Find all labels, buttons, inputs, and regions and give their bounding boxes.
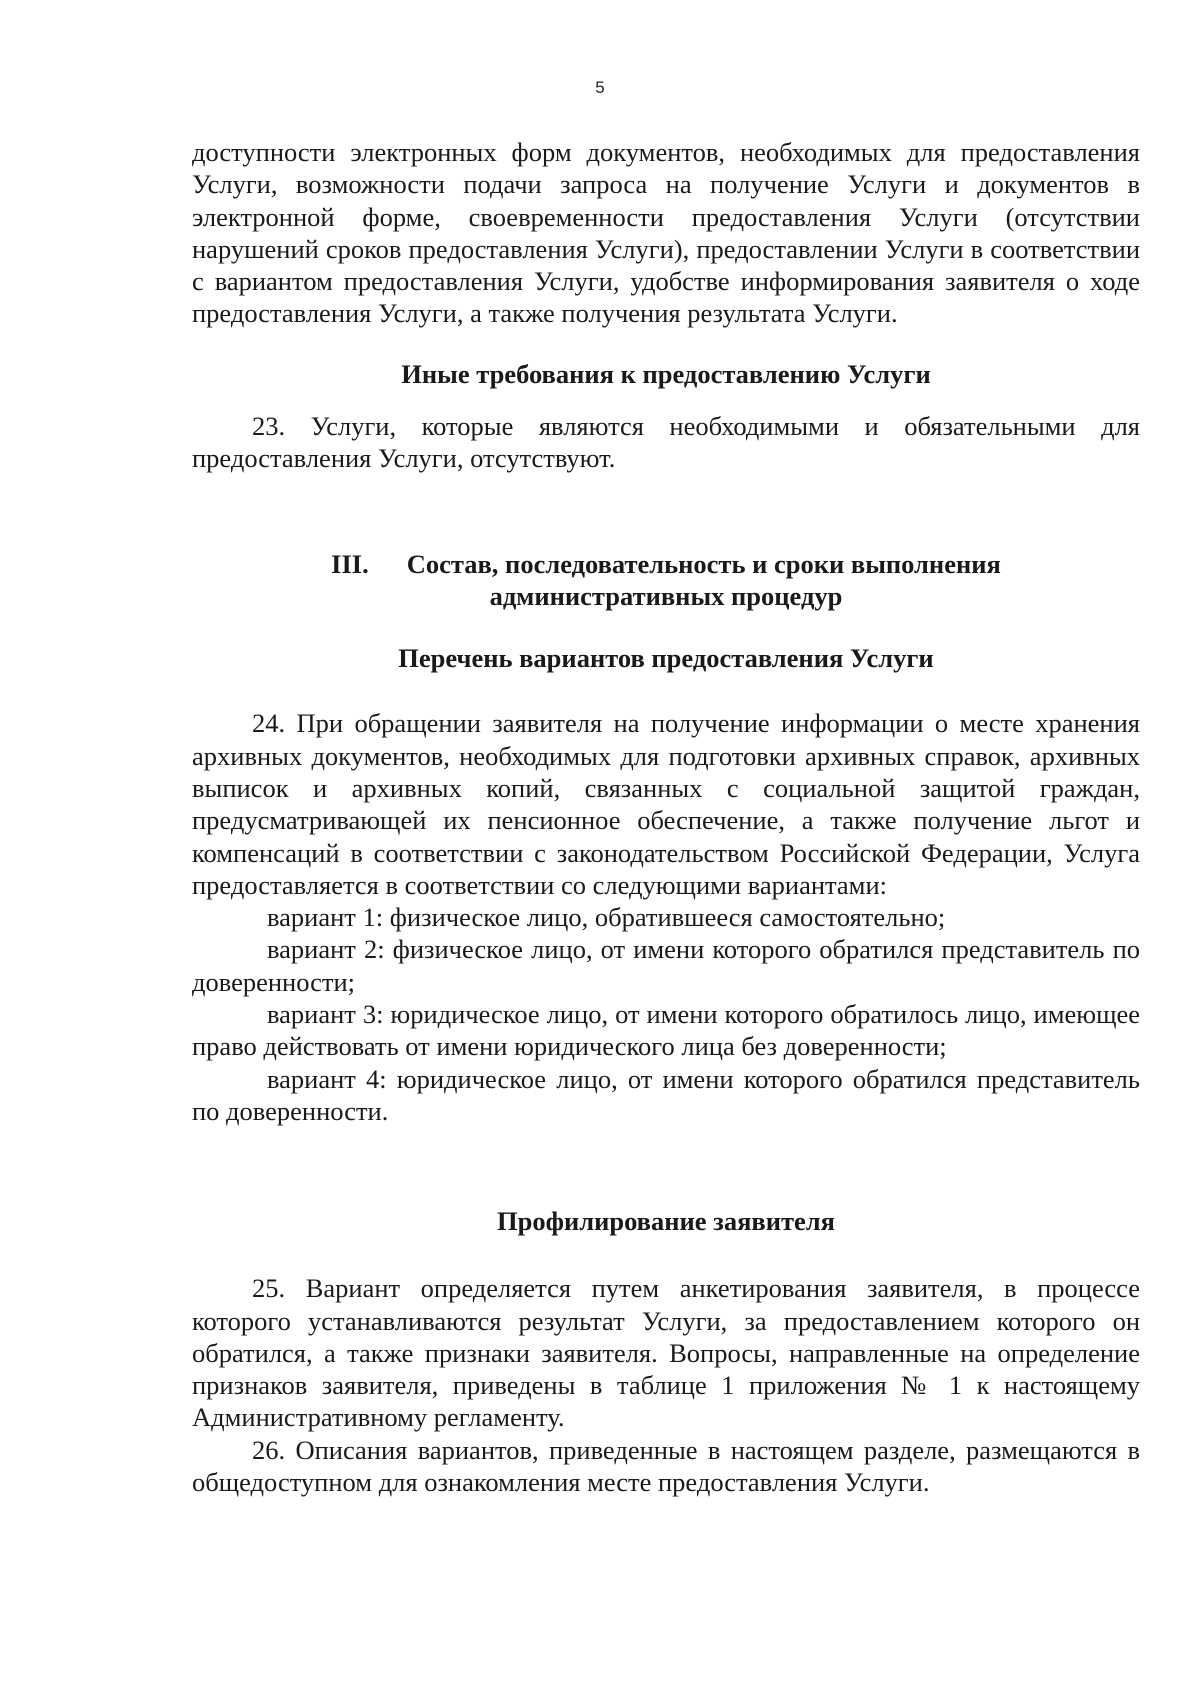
variant-2: вариант 2: физическое лицо, от имени которого обратился представитель по доверенности; [192,934,1140,997]
section-title [192,548,1140,612]
section-number: III. [331,549,369,580]
section-title-line2: административных процедур [489,581,843,612]
paragraph-24: 24. При обращении заявителя на получение информации о месте хранения архивных документов, необходимых для подготовки архивных справок, архивных выписок и архивных копий, связанных с социальной защитой граждан, предусматривающей их пенсионное обеспечение, а также получение льгот и компенсаций в соответствии с законодательством Российской Федерации, Услуга предоставляется в соответствии со следующими вариантами: [192,708,1140,900]
heading-variants-list: Перечень вариантов предоставления Услуги [398,643,934,674]
section-title-line1: Состав, последовательность и сроки выполнения [406,549,1001,580]
paragraph-25: 25. Вариант определяется путем анкетирования заявителя, в процессе которого устанавливаются результат Услуги, за предоставлением которого он обратился, а также признаки заявителя. Вопросы, направленные на определение признаков заявителя, приведены в таблице 1 приложения № 1 к настоящему Административному регламенту. [192,1273,1140,1433]
heading-other-requirements: Иные требования к предоставлению Услуги [401,358,931,389]
paragraph-23: 23. Услуги, которые являются необходимыми и обязательными для предоставления Услуги, отсутствуют. [192,410,1140,474]
continuation-paragraph: доступности электронных форм документов, необходимых для предоставления Услуги, возможности подачи запроса на получение Услуги и документов в электронной форме, своевременности предоставления Услуги (отсутствии нарушений сроков предоставления Услуги), предоставлении Услуги в соответствии с вариантом предоставления Услуги, удобстве информирования заявителя о ходе предоставления Услуги, а также получения результата Услуги. [192,137,1140,329]
variant-3: вариант 3: юридическое лицо, от имени которого обратилось лицо, имеющее право действовать от имени юридического лица без доверенности; [192,999,1140,1062]
page-number: 5 [595,78,605,97]
paragraph-26: 26. Описания вариантов, приведенные в настоящем разделе, размещаются в общедоступном для ознакомления месте предоставления Услуги. [192,1434,1140,1498]
heading-profiling: Профилирование заявителя [497,1206,835,1237]
document-body [192,136,1140,1498]
variant-4: вариант 4: юридическое лицо, от имени которого обратился представитель по доверенности. [192,1063,1140,1126]
variant-1: вариант 1: физическое лицо, обратившееся самостоятельно; [267,902,946,933]
